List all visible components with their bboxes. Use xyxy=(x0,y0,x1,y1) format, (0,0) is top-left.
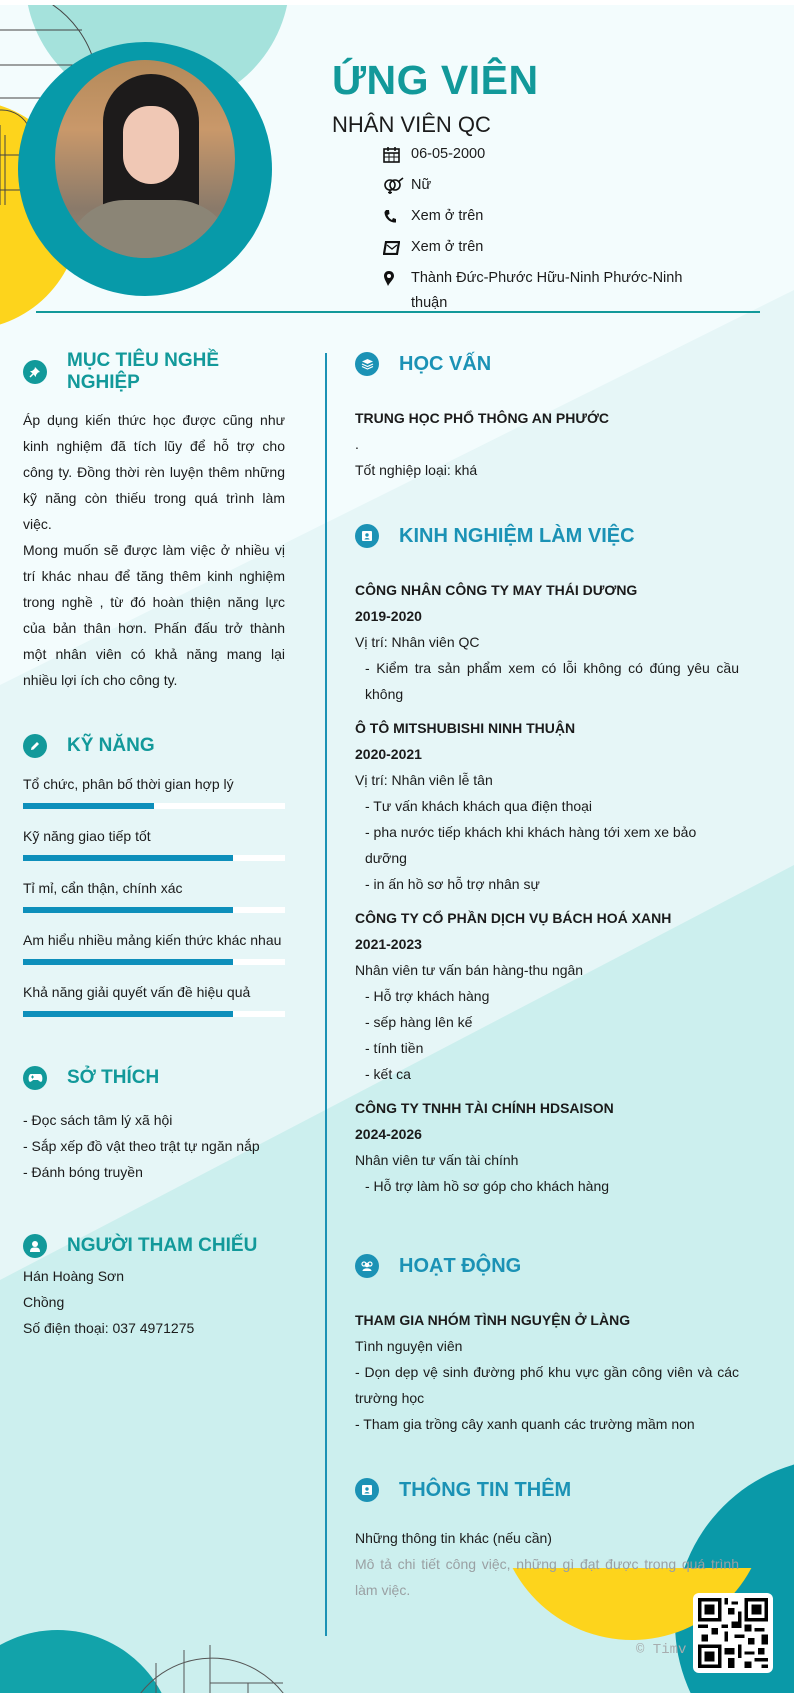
skill-label: Am hiểu nhiều mảng kiến thức khác nhau xyxy=(23,932,282,948)
skill-item xyxy=(23,773,285,809)
section-title-text: HỌC VẤN xyxy=(399,352,492,375)
section-title-text: SỞ THÍCH xyxy=(67,1067,160,1088)
section-title-text: KINH NGHIỆM LÀM VIỆC xyxy=(399,524,635,547)
column-divider xyxy=(325,353,327,1636)
job-task: - Hỗ trợ làm hồ sơ góp cho khách hàng xyxy=(365,1178,610,1194)
objective-paragraph-1: Áp dụng kiến thức học được cũng như kinh nghiệm đã tích lũy để hỗ trợ cho công ty. Đồng thời rèn luyện thêm những kỹ năng còn thiếu trong quá trình làm việc. xyxy=(23,412,285,532)
section-title-experience xyxy=(355,519,739,553)
job-entry xyxy=(355,905,739,1087)
job-entry xyxy=(355,715,739,897)
gender-icon xyxy=(383,173,411,198)
job-period: 2019-2020 xyxy=(355,608,422,624)
info-phone xyxy=(383,204,683,229)
calendar-icon xyxy=(383,142,411,167)
skill-label: Khả năng giải quyết vấn đề hiệu quả xyxy=(23,984,251,1000)
extra-info-placeholder: Mô tả chi tiết công việc, những gì đạt được trong quá trình làm việc. xyxy=(355,1556,739,1598)
info-address-text: Thành Đức-Phước Hữu-Ninh Phước-Ninh thuận xyxy=(411,270,683,311)
avatar-frame xyxy=(18,42,272,296)
job-company: CÔNG TY TNHH TÀI CHÍNH HDSAISON xyxy=(355,1100,614,1116)
job-task: - Tư vấn khách khách qua điện thoại xyxy=(365,798,593,814)
job-task: - tính tiền xyxy=(365,1040,424,1056)
skill-bar xyxy=(23,855,285,861)
layers-icon xyxy=(355,352,379,376)
job-company: CÔNG TY CỔ PHẦN DỊCH VỤ BÁCH HOÁ XANH xyxy=(355,910,672,926)
job-period: 2020-2021 xyxy=(355,746,422,762)
info-email-text: Xem ở trên xyxy=(411,239,484,255)
header-divider xyxy=(36,311,760,313)
section-title-text: HOẠT ĐỘNG xyxy=(399,1254,522,1277)
info-birthday-text: 06-05-2000 xyxy=(411,146,486,162)
job-position: Nhân viên tư vấn bán hàng-thu ngân xyxy=(355,962,584,978)
job-period: 2024-2026 xyxy=(355,1126,422,1142)
section-education xyxy=(355,347,739,483)
section-title-text: KỸ NĂNG xyxy=(67,735,155,756)
watermark: © Timv xyxy=(636,1642,687,1658)
job-company: Ô TÔ MITSHUBISHI NINH THUẬN xyxy=(355,720,576,736)
hobby-item: - Đánh bóng truyền xyxy=(23,1164,143,1180)
group-icon xyxy=(355,1254,379,1278)
activity-item: - Tham gia trồng cây xanh quanh các trường mầm non xyxy=(355,1416,695,1432)
skill-bar-fill xyxy=(23,803,154,809)
skill-item xyxy=(23,929,285,965)
info-email xyxy=(383,235,683,260)
skill-bar-fill xyxy=(23,959,233,965)
job-task: - sếp hàng lên kế xyxy=(365,1014,473,1030)
section-references xyxy=(23,1229,285,1341)
hobby-item: - Đọc sách tâm lý xã hội xyxy=(23,1112,173,1128)
reference-relation: Chồng xyxy=(23,1294,65,1310)
job-period: 2021-2023 xyxy=(355,936,422,952)
pencil-icon xyxy=(23,734,47,758)
education-detail: Tốt nghiệp loại: khá xyxy=(355,462,478,478)
user-plus-icon xyxy=(23,1234,47,1258)
section-skills xyxy=(23,729,285,1017)
pushpin-icon xyxy=(23,360,47,384)
education-period: . xyxy=(355,436,359,452)
extra-info-label: Những thông tin khác (nếu cần) xyxy=(355,1530,552,1546)
phone-icon xyxy=(383,204,411,229)
contact-card-icon xyxy=(355,1478,379,1502)
section-experience xyxy=(355,519,739,1199)
skill-bar xyxy=(23,959,285,965)
info-phone-text: Xem ở trên xyxy=(411,208,484,224)
info-birthday xyxy=(383,142,683,167)
avatar-photo[interactable] xyxy=(55,60,235,258)
contact-info-list xyxy=(383,142,683,322)
skill-item xyxy=(23,981,285,1017)
skill-bar xyxy=(23,803,285,809)
job-company: CÔNG NHÂN CÔNG TY MAY THÁI DƯƠNG xyxy=(355,582,638,598)
activity-name: THAM GIA NHÓM TÌNH NGUYỆN Ở LÀNG xyxy=(355,1312,631,1328)
activity-role: Tình nguyện viên xyxy=(355,1338,463,1354)
section-extra-info xyxy=(355,1473,739,1603)
section-title-text: NGƯỜI THAM CHIẾU xyxy=(67,1235,258,1256)
section-hobbies xyxy=(23,1061,285,1185)
email-icon xyxy=(383,235,411,260)
candidate-name: ỨNG VIÊN xyxy=(332,57,539,103)
skill-label: Tổ chức, phân bố thời gian hợp lý xyxy=(23,776,234,792)
section-title-extra-info xyxy=(355,1473,739,1507)
section-title-objective xyxy=(23,350,285,393)
cv-page xyxy=(0,5,794,1693)
job-position: Nhân viên tư vấn tài chính xyxy=(355,1152,519,1168)
section-objective xyxy=(23,350,285,693)
qr-code[interactable] xyxy=(693,1593,773,1673)
section-title-hobbies xyxy=(23,1061,285,1095)
skill-bar xyxy=(23,907,285,913)
section-title-references xyxy=(23,1229,285,1263)
skill-item xyxy=(23,825,285,861)
job-position: Vị trí: Nhân viên QC xyxy=(355,634,480,650)
job-task: - kết ca xyxy=(365,1066,411,1082)
section-title-skills xyxy=(23,729,285,763)
job-task: - pha nước tiếp khách khi khách hàng tới xem xe bảo dưỡng xyxy=(365,824,697,866)
info-address xyxy=(383,266,683,316)
skill-label: Tỉ mỉ, cẩn thận, chính xác xyxy=(23,880,183,896)
info-gender-text: Nữ xyxy=(411,177,432,193)
job-position: Vị trí: Nhân viên lễ tân xyxy=(355,772,493,788)
skill-label: Kỹ năng giao tiếp tốt xyxy=(23,828,151,844)
decor-line-globe-bottom xyxy=(128,1645,298,1693)
hobby-item: - Sắp xếp đồ vật theo trật tự ngăn nắp xyxy=(23,1138,260,1154)
section-title-activities xyxy=(355,1249,739,1283)
skill-bar-fill xyxy=(23,1011,233,1017)
activity-item: - Dọn dẹp vệ sinh đường phố khu vực gần công viên và các trường học xyxy=(355,1364,739,1406)
contact-card-icon xyxy=(355,524,379,548)
job-task: - in ấn hồ sơ hỗ trợ nhân sự xyxy=(365,876,540,892)
info-gender xyxy=(383,173,683,198)
skill-item xyxy=(23,877,285,913)
right-column xyxy=(355,347,739,1603)
job-entry xyxy=(355,1095,739,1199)
job-entry xyxy=(355,577,739,707)
left-column xyxy=(23,350,285,1341)
section-activities xyxy=(355,1249,739,1437)
job-task: - Hỗ trợ khách hàng xyxy=(365,988,490,1004)
skill-bar-fill xyxy=(23,907,233,913)
job-task: - Kiểm tra sản phẩm xem có lỗi không có đúng yêu cầu không xyxy=(365,660,739,702)
reference-phone: Số điện thoại: 037 4971275 xyxy=(23,1320,195,1336)
objective-paragraph-2: Mong muốn sẽ được làm việc ở nhiều vị trí khác nhau để tăng thêm kinh nghiệm trong nghề , từ đó hoàn thiện năng lực của bản thân hơn. Phấn đấu trở thành một nhân viên có khả năng mang lại nhiều lợi ích cho công ty. xyxy=(23,542,285,688)
section-title-text: THÔNG TIN THÊM xyxy=(399,1478,572,1501)
location-pin-icon xyxy=(383,266,411,291)
section-title-education xyxy=(355,347,739,381)
skill-bar xyxy=(23,1011,285,1017)
reference-name: Hán Hoàng Sơn xyxy=(23,1268,125,1284)
skill-bar-fill xyxy=(23,855,233,861)
education-school: TRUNG HỌC PHỔ THÔNG AN PHƯỚC xyxy=(355,410,610,426)
gamepad-icon xyxy=(23,1066,47,1090)
section-title-text: MỤC TIÊU NGHỀ NGHIỆP xyxy=(67,350,219,393)
candidate-role: NHÂN VIÊN QC xyxy=(332,112,491,137)
